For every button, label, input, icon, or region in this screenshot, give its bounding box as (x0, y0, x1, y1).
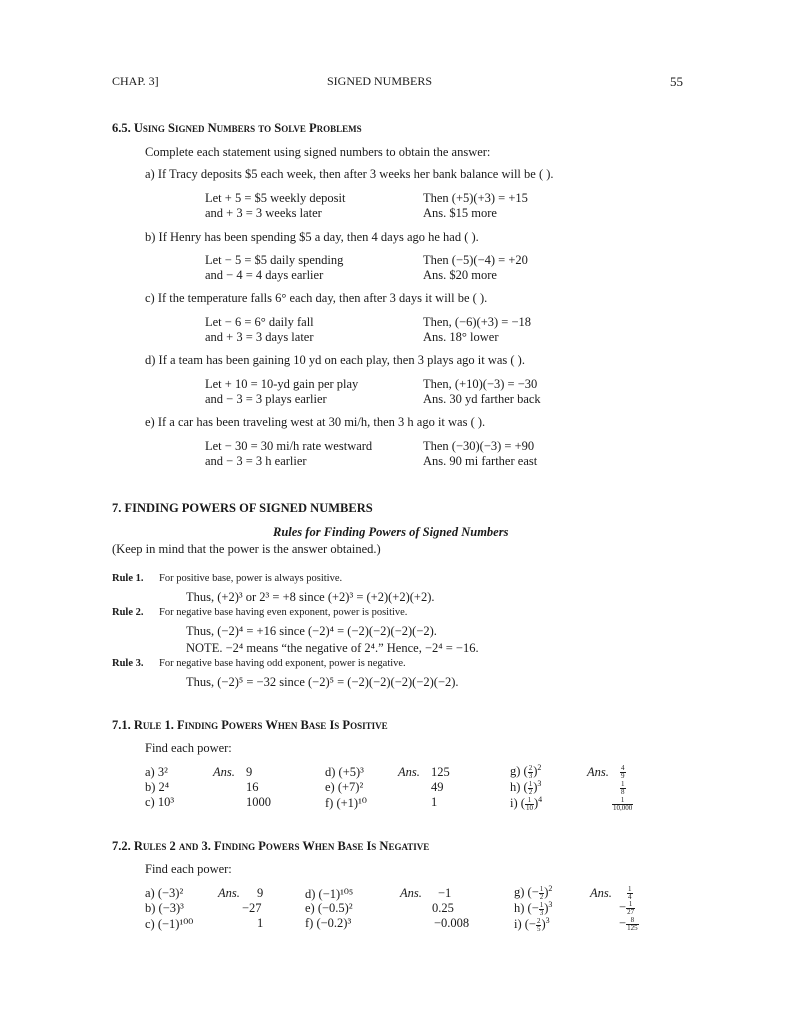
exercise-answer: $\frac{1}{4}$ (628, 884, 632, 901)
exercise-question: i) ( $\frac{1}{10}$ )$^4$ (510, 795, 543, 812)
problem-question: e) If a car has been traveling west at 30 mi/h, then 3 h ago it was ( ). (145, 415, 486, 429)
exercise-answer: −1 (438, 886, 452, 900)
let-line: Let − 6 = 6° daily fall (205, 315, 314, 329)
exercise-answer: 49 (431, 780, 444, 794)
exercise-question: b) (−3)³ (145, 901, 184, 915)
exercise-question: e) (−0.5)² (305, 901, 353, 915)
exercise-question: d) (+5)³ (325, 765, 364, 779)
let-line: Let − 5 = $5 daily spending (205, 253, 344, 267)
then-line: Then (−5)(−4) = +20 (423, 253, 528, 267)
exercise-question: f) (−0.2)³ (305, 916, 352, 930)
exercise-question: g) (− $\frac{1}{2}$ )$^2$ (514, 884, 553, 901)
find-each-power: Find each power: (145, 862, 232, 876)
rule-3-text: For negative base having odd exponent, power is negative. (159, 658, 406, 669)
find-each-power: Find each power: (145, 741, 232, 755)
and-line: and + 3 = 3 days later (205, 330, 314, 344)
then-line: Then, (−6)(+3) = −18 (423, 315, 532, 329)
section-6-5-title: 6.5. Using Signed Numbers to Solve Problems (112, 121, 362, 135)
and-line: and − 3 = 3 h earlier (205, 454, 307, 468)
exercise-answer: $\frac{4}{9}$ (621, 763, 625, 780)
answer-label: Ans. (218, 886, 240, 900)
answer-line: Ans. $15 more (423, 206, 497, 220)
exercise-question: c) 10³ (145, 795, 175, 809)
section-7-1-title: 7.1. Rule 1. Finding Powers When Base Is Positive (112, 718, 388, 732)
exercise-answer: 0.25 (432, 901, 454, 915)
rule-2-example: Thus, (−2)⁴ = +16 since (−2)⁴ = (−2)(−2)(−2)(−2). (186, 624, 437, 638)
exercise-question: a) 3² (145, 765, 168, 779)
rule-3-example: Thus, (−2)⁵ = −32 since (−2)⁵ = (−2)(−2)(−2)(−2)(−2). (186, 675, 459, 689)
rule-2-text: For negative base having even exponent, power is positive. (159, 607, 408, 618)
and-line: and − 3 = 3 plays earlier (205, 392, 327, 406)
answer-label: Ans. (587, 765, 609, 779)
answer-label: Ans. (213, 765, 235, 779)
problem-question: c) If the temperature falls 6° each day, then after 3 days it will be ( ). (145, 291, 488, 305)
and-line: and + 3 = 3 weeks later (205, 206, 322, 220)
and-line: and − 4 = 4 days earlier (205, 268, 324, 282)
rule-1-example: Thus, (+2)³ or 2³ = +8 since (+2)³ = (+2)(+2)(+2). (186, 590, 435, 604)
exercise-answer: $\frac{1}{10,000}$ (613, 795, 633, 812)
exercise-answer: $\frac{1}{8}$ (621, 779, 625, 796)
exercise-question: d) (−1)¹⁰⁵ (305, 887, 354, 901)
exercise-answer: − $\frac{8}{125}$ (619, 915, 638, 932)
then-line: Then, (+10)(−3) = −30 (423, 377, 538, 391)
answer-line: Ans. $20 more (423, 268, 497, 282)
rule-2-label: Rule 2. (112, 607, 144, 618)
exercise-answer: 9 (257, 886, 264, 900)
problem-question: a) If Tracy deposits $5 each week, then after 3 weeks her bank balance will be ( ). (145, 167, 554, 181)
let-line: Let + 5 = $5 weekly deposit (205, 191, 346, 205)
rules-title: Rules for Finding Powers of Signed Numbers (273, 525, 509, 539)
answer-label: Ans. (398, 765, 420, 779)
exercise-answer: 125 (431, 765, 450, 779)
page-number: 55 (670, 74, 683, 89)
exercise-answer: 1000 (246, 795, 271, 809)
exercise-answer: − $\frac{1}{27}$ (619, 899, 635, 916)
answer-line: Ans. 18° lower (423, 330, 499, 344)
section-6-5-intro: Complete each statement using signed numbers to obtain the answer: (145, 145, 491, 159)
exercise-question: a) (−3)² (145, 886, 184, 900)
rule-1-label: Rule 1. (112, 573, 144, 584)
answer-line: Ans. 30 yd farther back (423, 392, 541, 406)
let-line: Let + 10 = 10-yd gain per play (205, 377, 359, 391)
exercise-answer: 16 (246, 780, 259, 794)
exercise-question: f) (+1)¹⁰ (325, 796, 367, 810)
exercise-answer: −0.008 (434, 916, 470, 930)
answer-line: Ans. 90 mi farther east (423, 454, 538, 468)
keep-in-mind-note: (Keep in mind that the power is the answer obtained.) (112, 542, 381, 556)
exercise-answer: 9 (246, 765, 253, 779)
exercise-question: i) (− $\frac{2}{5}$ )$^3$ (514, 916, 550, 933)
let-line: Let − 30 = 30 mi/h rate westward (205, 439, 373, 453)
exercise-question: h) (− $\frac{1}{3}$ )$^3$ (514, 900, 553, 917)
chapter-label: CHAP. 3] (112, 74, 159, 88)
exercise-question: c) (−1)¹⁰⁰ (145, 917, 194, 931)
answer-label: Ans. (590, 886, 612, 900)
answer-label: Ans. (400, 886, 422, 900)
rule-2-note: NOTE. −2⁴ means “the negative of 2⁴.” Hence, −2⁴ = −16. (186, 641, 479, 655)
exercise-answer: 1 (257, 916, 264, 930)
exercise-question: g) ( $\frac{2}{3}$ )$^2$ (510, 763, 542, 780)
then-line: Then (−30)(−3) = +90 (423, 439, 535, 453)
running-title: SIGNED NUMBERS (327, 74, 433, 88)
problem-question: d) If a team has been gaining 10 yd on each play, then 3 plays ago it was ( ). (145, 353, 525, 367)
rule-3-label: Rule 3. (112, 658, 144, 669)
section-7-2-title: 7.2. Rules 2 and 3. Finding Powers When Base Is Negative (112, 839, 430, 853)
rule-1-text: For positive base, power is always positive. (159, 573, 343, 584)
then-line: Then (+5)(+3) = +15 (423, 191, 528, 205)
exercise-answer: 1 (431, 795, 438, 809)
exercise-answer: −27 (242, 901, 262, 915)
exercise-question: b) 2⁴ (145, 780, 170, 794)
exercise-question: h) ( $\frac{1}{2}$ )$^3$ (510, 779, 542, 796)
problem-question: b) If Henry has been spending $5 a day, then 4 days ago he had ( ). (145, 230, 479, 244)
exercise-question: e) (+7)² (325, 780, 364, 794)
section-7-title: 7. FINDING POWERS OF SIGNED NUMBERS (112, 501, 373, 515)
